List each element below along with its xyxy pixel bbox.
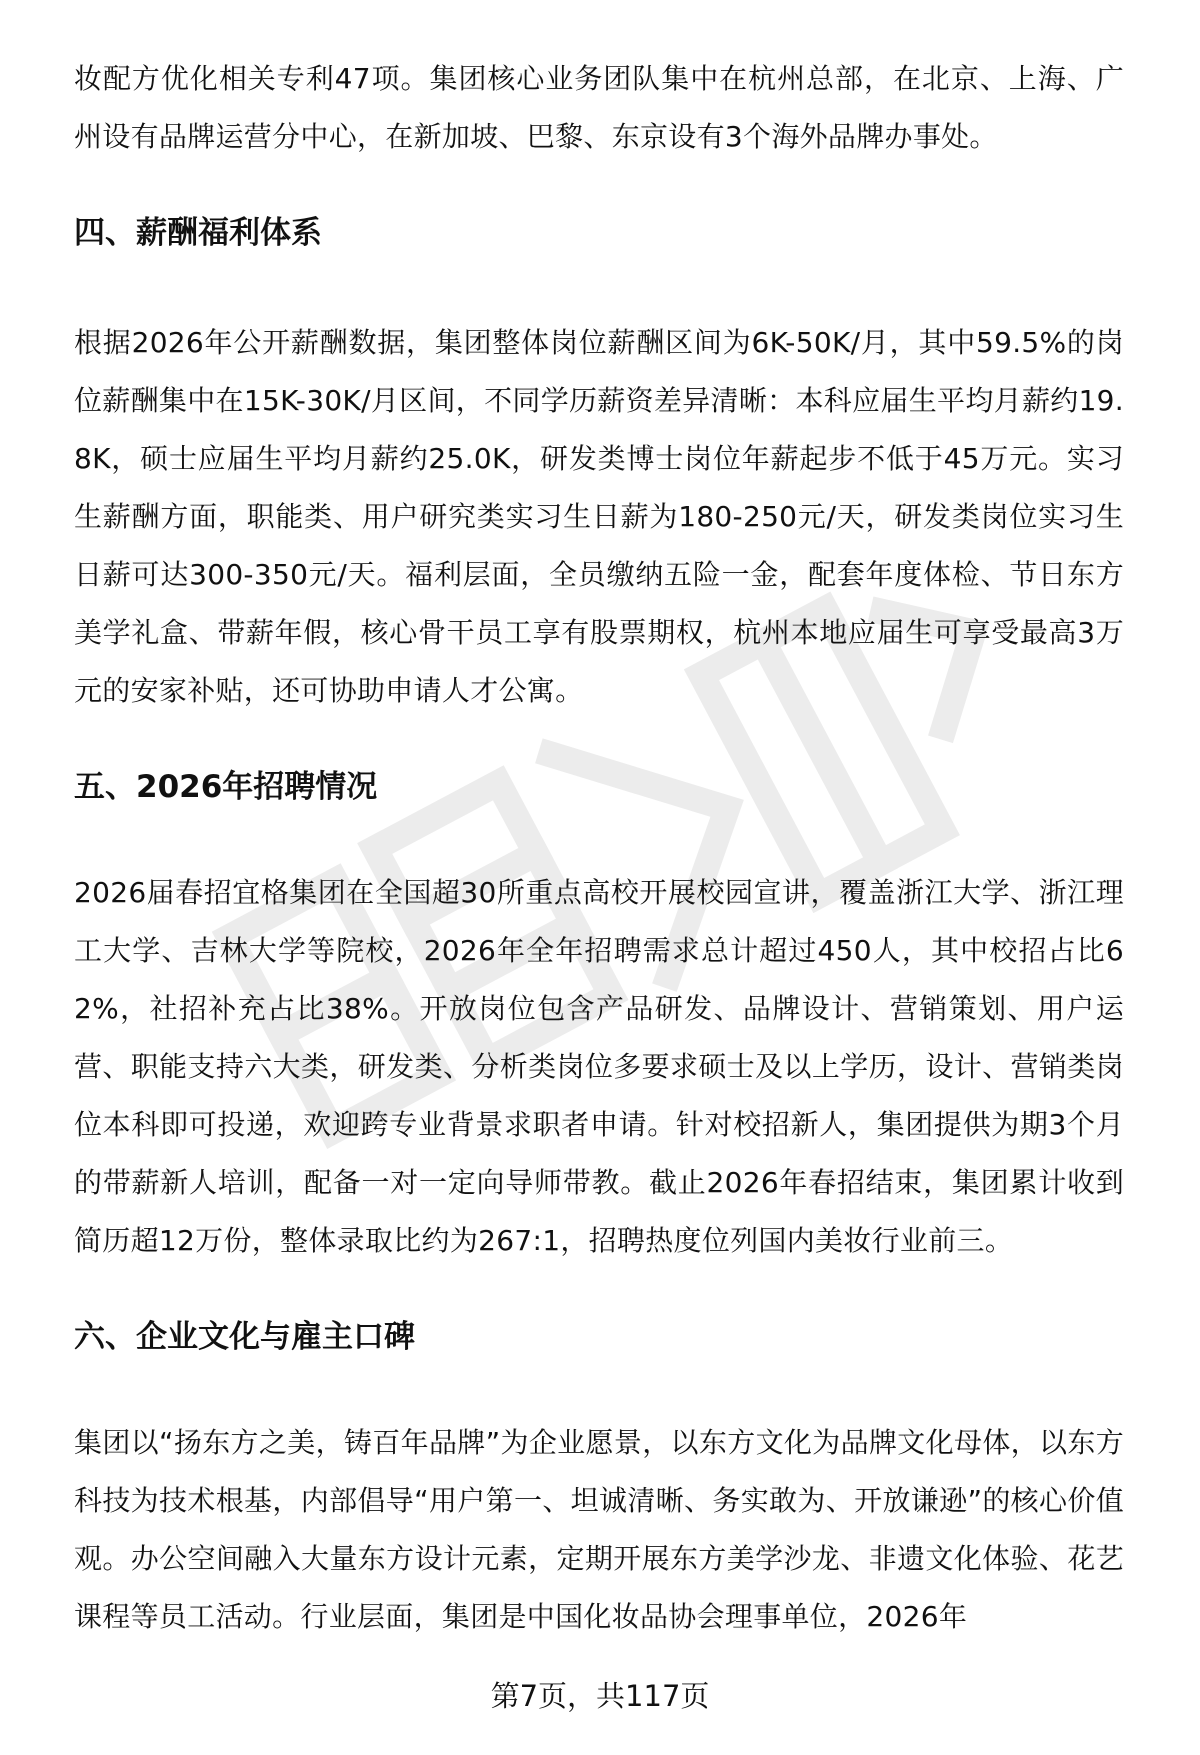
section-body-salary: 根据2026年公开薪酬数据，集团整体岗位薪酬区间为6K-50K/月，其中59.5%的岗位薪酬集中在15K-30K/月区间，不同学历薪资差异清晰：本科应届生平均月薪约19.8K，硕士应届生平均月薪约25.0K，研发类博士岗位年薪起步不低于45万元。实习生薪酬方面，职能类、用户研究类实习生日薪为180-250元/天，研发类岗位实习生日薪可达300-350元/天。福利层面，全员缴纳五险一金，配套年度体检、节日东方美学礼盒、带薪年假，核心骨干员工享有股票期权，杭州本地应届生可享受最高3万元的安家补贴，还可协助申请人才公寓。: [74, 326, 1124, 707]
section-body-culture: 集团以“扬东方之美，铸百年品牌”为企业愿景，以东方文化为品牌文化母体，以东方科技为技术根基，内部倡导“用户第一、坦诚清晰、务实敢为、开放谦逊”的核心价值观。办公空间融入大量东方设计元素，定期开展东方美学沙龙、非遗文化体验、花艺课程等员工活动。行业层面，集团是中国化妆品协会理事单位，2026年: [74, 1426, 1124, 1633]
section-body-recruitment: 2026届春招宜格集团在全国超30所重点高校开展校园宣讲，覆盖浙江大学、浙江理工大学、吉林大学等院校，2026年全年招聘需求总计超过450人，其中校招占比62%，社招补充占比38%。开放岗位包含产品研发、品牌设计、营销策划、用户运营、职能支持六大类，研发类、分析类岗位多要求硕士及以上学历，设计、营销类岗位本科即可投递，欢迎跨专业背景求职者申请。针对校招新人，集团提供为期3个月的带薪新人培训，配备一对一定向导师带教。截止2026年春招结束，集团累计收到简历超12万份，整体录取比约为267:1，招聘热度位列国内美妆行业前三。: [74, 876, 1124, 1257]
section-heading-recruitment: 五、2026年招聘情况: [74, 769, 378, 805]
section-heading-culture: 六、企业文化与雇主口碑: [74, 1319, 415, 1355]
section-heading-salary: 四、薪酬福利体系: [74, 215, 322, 251]
intro-paragraph: 妆配方优化相关专利47项。集团核心业务团队集中在杭州总部，在北京、上海、广州设有品牌运营分中心，在新加坡、巴黎、东京设有3个海外品牌办事处。: [74, 62, 1124, 153]
document-content: [74, 50, 1124, 1646]
page-number-footer: 第7页，共117页: [490, 1679, 710, 1713]
